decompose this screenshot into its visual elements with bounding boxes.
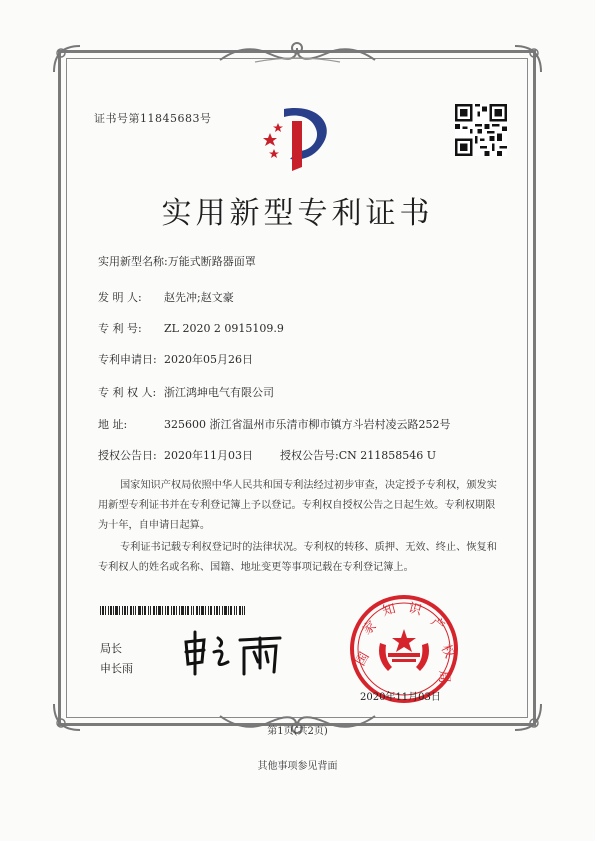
certificate-number: 证书号第11845683号 [94, 112, 212, 125]
signatory-name: 申长雨 [100, 662, 133, 675]
field-grant-number [280, 447, 436, 463]
svg-text:识: 识 [406, 600, 424, 619]
svg-text:家: 家 [359, 618, 380, 639]
grant-statement-paragraph: 国家知识产权局依照中华人民共和国专利法经过初步审查，决定授予专利权，颁发实用新型专利证书并在专利登记簿上予以登记。专利权自授权公告之日起生效。专利权期限为十年，自申请日起算。 [98, 480, 497, 531]
field-label: 地 址: [98, 418, 128, 431]
cnipa-logo-icon [258, 95, 338, 175]
field-patent-number [98, 320, 284, 336]
field-label: 授权公告日: [98, 449, 157, 462]
field-value: CN 211858546 U [338, 449, 437, 462]
field-utility-model-name [98, 253, 256, 269]
field-application-date [98, 351, 253, 367]
field-inventors [98, 289, 234, 305]
field-grant-date [98, 447, 253, 463]
field-label: 专利申请日: [98, 353, 157, 366]
field-value: 浙江鸿坤电气有限公司 [164, 386, 274, 399]
field-patentee [98, 384, 274, 400]
svg-text:权: 权 [437, 642, 457, 661]
footer-note: 其他事项参见背面 [257, 761, 338, 772]
legal-status-paragraph: 专利证书记载专利权登记时的法律状况。专利权的转移、质押、无效、终止、恢复和专利权人的姓名或名称、国籍、地址变更等事项记载在专利登记簿上。 [98, 542, 497, 573]
certificate-title: 实用新型专利证书 [161, 196, 434, 231]
field-label: 发 明 人: [98, 291, 142, 304]
field-address [98, 416, 450, 432]
svg-text:知: 知 [380, 601, 398, 620]
signature-icon [180, 628, 290, 678]
qr-code-icon [455, 104, 507, 156]
barcode-icon [100, 606, 245, 615]
field-value: 赵先冲;赵文豪 [164, 291, 234, 304]
svg-text:产: 产 [427, 614, 448, 635]
field-label: 专 利 号: [98, 322, 142, 335]
field-value: ZL 2020 2 0915109.9 [164, 322, 284, 335]
field-label: 实用新型名称: [98, 255, 168, 268]
field-value: 325600 浙江省温州市乐清市柳市镇方斗岩村凌云路252号 [164, 418, 451, 431]
field-label: 授权公告号: [280, 449, 339, 462]
top-ornament-icon [215, 40, 380, 66]
field-value: 2020年05月26日 [164, 353, 253, 366]
corner-ornament-top-left-icon [52, 44, 82, 74]
signatory-title: 局长 [100, 642, 122, 655]
field-value: 2020年11月03日 [164, 449, 253, 462]
field-value: 万能式断路器面罩 [167, 255, 256, 268]
page-indicator: 第1页(共2页) [267, 726, 328, 737]
seal-date: 2020年11月03日 [360, 692, 441, 703]
corner-ornament-top-right-icon [513, 44, 543, 74]
svg-text:国: 国 [353, 649, 373, 669]
field-label: 专 利 权 人: [98, 386, 157, 399]
svg-text:局: 局 [436, 670, 451, 684]
